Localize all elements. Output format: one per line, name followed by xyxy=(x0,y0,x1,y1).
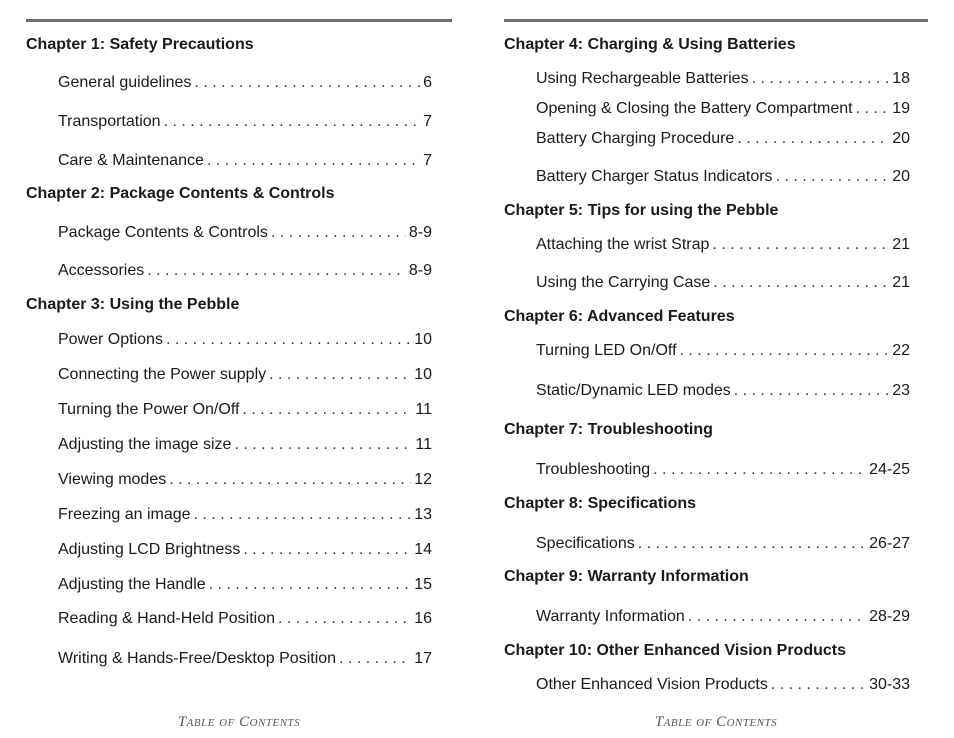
toc-entry[interactable] xyxy=(58,471,432,489)
dot-leader xyxy=(339,650,411,668)
dot-leader xyxy=(269,366,411,384)
toc-entry[interactable] xyxy=(536,274,910,292)
entry-title: Care & Maintenance xyxy=(58,152,204,169)
page-number: 12 xyxy=(414,471,432,488)
entry-title: General guidelines xyxy=(58,74,192,91)
chapter-heading[interactable]: Chapter 8: Specifications xyxy=(504,495,697,512)
chapter-heading[interactable]: Chapter 2: Package Contents & Controls xyxy=(26,185,335,202)
dot-leader xyxy=(734,382,889,400)
page-number: 17 xyxy=(414,650,432,667)
entry-title: Accessories xyxy=(58,262,145,279)
dot-leader xyxy=(242,401,412,419)
page-number: 16 xyxy=(414,610,432,627)
toc-entry[interactable] xyxy=(58,650,432,668)
page-number: 8-9 xyxy=(408,262,432,279)
toc-entry[interactable] xyxy=(58,610,432,628)
page-number: 24-25 xyxy=(869,461,910,478)
toc-entry[interactable] xyxy=(58,152,432,170)
entry-title: Turning the Power On/Off xyxy=(58,401,240,418)
dot-leader xyxy=(164,113,421,131)
entry-title: Opening & Closing the Battery Compartment xyxy=(536,100,853,117)
dot-leader xyxy=(169,471,411,489)
dot-leader xyxy=(737,130,889,148)
toc-entry[interactable] xyxy=(536,461,910,479)
chapter-heading[interactable]: Chapter 5: Tips for using the Pebble xyxy=(504,202,779,219)
page-number: 21 xyxy=(892,236,910,253)
chapter-heading[interactable]: Chapter 4: Charging & Using Batteries xyxy=(504,36,796,53)
entry-title: Adjusting the image size xyxy=(58,436,232,453)
toc-entry[interactable] xyxy=(58,74,432,92)
entry-title: Troubleshooting xyxy=(536,461,651,478)
dot-leader xyxy=(194,506,412,524)
dot-leader xyxy=(278,610,411,628)
entry-title: Warranty Information xyxy=(536,608,685,625)
entry-title: Turning LED On/Off xyxy=(536,342,677,359)
entry-title: Adjusting the Handle xyxy=(58,576,206,593)
toc-entry[interactable] xyxy=(536,168,910,186)
dot-leader xyxy=(147,262,406,280)
entry-title: Other Enhanced Vision Products xyxy=(536,676,768,693)
page-number: 19 xyxy=(892,100,910,117)
dot-leader xyxy=(688,608,866,626)
toc-entry[interactable] xyxy=(536,130,910,148)
dot-leader xyxy=(243,541,411,559)
page-number: 20 xyxy=(892,168,910,185)
toc-entry[interactable] xyxy=(536,100,910,118)
dot-leader xyxy=(713,274,889,292)
page-number: 14 xyxy=(414,541,432,558)
page-number: 7 xyxy=(423,113,432,130)
entry-title: Transportation xyxy=(58,113,161,130)
page-number: 20 xyxy=(892,130,910,147)
top-rule xyxy=(504,19,928,22)
toc-entry[interactable] xyxy=(536,342,910,360)
page-number: 22 xyxy=(892,342,910,359)
chapter-heading[interactable]: Chapter 6: Advanced Features xyxy=(504,308,735,325)
toc-entry[interactable] xyxy=(536,608,910,626)
dot-leader xyxy=(712,236,889,254)
dot-leader xyxy=(209,576,412,594)
page-footer: Table of Contents xyxy=(654,714,778,730)
dot-leader xyxy=(234,436,412,454)
toc-entry[interactable] xyxy=(58,401,432,419)
page-number: 11 xyxy=(415,401,432,418)
entry-title: Power Options xyxy=(58,331,163,348)
toc-entry[interactable] xyxy=(536,70,910,88)
toc-entry[interactable] xyxy=(58,113,432,131)
page-number: 10 xyxy=(414,366,432,383)
toc-entry[interactable] xyxy=(58,262,432,280)
toc-entry[interactable] xyxy=(536,535,910,553)
toc-entry[interactable] xyxy=(58,506,432,524)
page-number: 10 xyxy=(414,331,432,348)
chapter-heading[interactable]: Chapter 10: Other Enhanced Vision Products xyxy=(504,642,846,659)
toc-entry[interactable] xyxy=(536,676,910,694)
toc-entry[interactable] xyxy=(58,541,432,559)
page-number: 7 xyxy=(423,152,432,169)
page-number: 18 xyxy=(892,70,910,87)
dot-leader xyxy=(752,70,890,88)
page-number: 21 xyxy=(892,274,910,291)
dot-leader xyxy=(638,535,866,553)
entry-title: Writing & Hands-Free/Desktop Position xyxy=(58,650,337,667)
entry-title: Battery Charger Status Indicators xyxy=(536,168,773,185)
dot-leader xyxy=(166,331,411,349)
toc-entry[interactable] xyxy=(536,236,910,254)
chapter-heading[interactable]: Chapter 7: Troubleshooting xyxy=(504,421,713,438)
entry-title: Viewing modes xyxy=(58,471,167,488)
page-number: 11 xyxy=(415,436,432,453)
toc-entry[interactable] xyxy=(58,224,432,242)
top-rule xyxy=(26,19,452,22)
toc-entry[interactable] xyxy=(536,382,910,400)
entry-title: Battery Charging Procedure xyxy=(536,130,735,147)
entry-title: Using Rechargeable Batteries xyxy=(536,70,749,87)
entry-title: Package Contents & Controls xyxy=(58,224,268,241)
toc-entry[interactable] xyxy=(58,366,432,384)
page-footer: Table of Contents xyxy=(177,714,301,730)
dot-leader xyxy=(271,224,406,242)
entry-title: Specifications xyxy=(536,535,635,552)
entry-title: Freezing an image xyxy=(58,506,191,523)
entry-title: Static/Dynamic LED modes xyxy=(536,382,731,399)
dot-leader xyxy=(856,100,890,118)
entry-title: Using the Carrying Case xyxy=(536,274,711,291)
entry-title: Reading & Hand-Held Position xyxy=(58,610,276,627)
chapter-heading[interactable]: Chapter 3: Using the Pebble xyxy=(26,296,240,313)
page-number: 30-33 xyxy=(869,676,910,693)
dot-leader xyxy=(771,676,866,694)
page-number: 15 xyxy=(414,576,432,593)
page-number: 6 xyxy=(423,74,432,91)
toc-entry[interactable] xyxy=(58,436,432,454)
chapter-heading[interactable]: Chapter 1: Safety Precautions xyxy=(26,36,254,53)
left-page xyxy=(26,0,452,738)
chapter-heading[interactable]: Chapter 9: Warranty Information xyxy=(504,568,749,585)
page-number: 23 xyxy=(892,382,910,399)
entry-title: Connecting the Power supply xyxy=(58,366,267,383)
entry-title: Adjusting LCD Brightness xyxy=(58,541,241,558)
dot-leader xyxy=(653,461,866,479)
dot-leader xyxy=(680,342,890,360)
toc-entry[interactable] xyxy=(58,576,432,594)
page-number: 28-29 xyxy=(869,608,910,625)
dot-leader xyxy=(776,168,890,186)
toc-entry[interactable] xyxy=(58,331,432,349)
page-number: 8-9 xyxy=(408,224,432,241)
dot-leader xyxy=(194,74,420,92)
page-number: 13 xyxy=(414,506,432,523)
page-number: 26-27 xyxy=(869,535,910,552)
right-page xyxy=(504,0,928,738)
entry-title: Attaching the wrist Strap xyxy=(536,236,710,253)
dot-leader xyxy=(207,152,420,170)
